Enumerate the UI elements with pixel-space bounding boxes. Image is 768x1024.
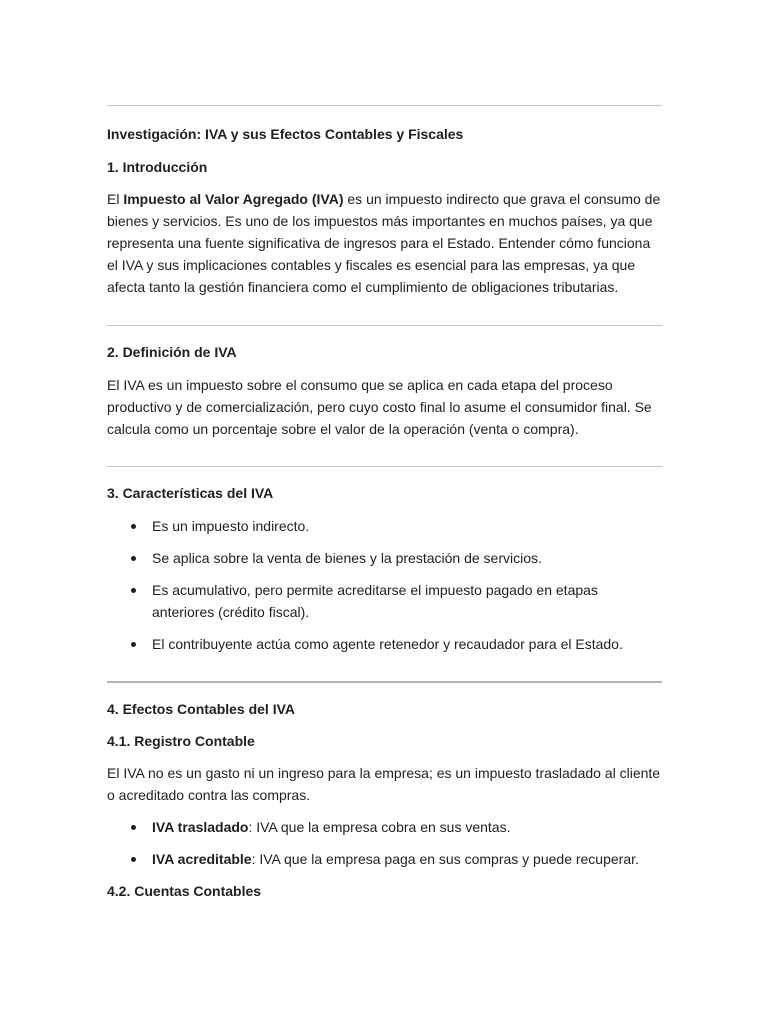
list-item bbox=[107, 816, 662, 838]
registro-paragraph: El IVA no es un gasto ni un ingreso para la empresa; es un impuesto trasladado al cliente o acreditado contra las compras. bbox=[107, 765, 661, 803]
intro-prefix: El bbox=[107, 191, 124, 207]
caracteristicas-list bbox=[107, 515, 662, 655]
document-title: Investigación: IVA y sus Efectos Contables y Fiscales bbox=[107, 126, 464, 142]
section-heading-introduccion: 1. Introducción bbox=[107, 159, 208, 175]
section-heading-efectos-contables: 4. Efectos Contables del IVA bbox=[107, 701, 296, 717]
intro-rest: es un impuesto indirecto que grava el consumo de bienes y servicios. Es uno de los impuestos más importantes en muchos países, ya que representa una fuente significativa de ingresos para el Estado. Entender cómo funciona el IVA y sus implicaciones contables y fiscales es esencial para las empresas, ya que afecta tanto la gestión financiera como el cumplimiento de obligaciones tributarias. bbox=[107, 191, 661, 295]
subsection-heading-registro-contable: 4.1. Registro Contable bbox=[107, 733, 255, 749]
term-definition: : IVA que la empresa paga en sus compras y puede recuperar. bbox=[251, 851, 639, 867]
subsection-heading-cuentas-contables: 4.2. Cuentas Contables bbox=[107, 883, 262, 899]
section-heading-definicion: 2. Definición de IVA bbox=[107, 344, 237, 360]
registro-list bbox=[107, 816, 662, 870]
intro-bold-term: Impuesto al Valor Agregado (IVA) bbox=[123, 191, 344, 207]
list-item: El contribuyente actúa como agente retenedor y recaudador para el Estado. bbox=[107, 633, 662, 655]
document-page bbox=[107, 0, 662, 902]
definicion-paragraph: El IVA es un impuesto sobre el consumo que se aplica en cada etapa del proceso productivo y de comercialización, pero cuyo costo final lo asume el consumidor final. Se calcula como un porcentaje sobre el valor de la operación (venta o compra). bbox=[107, 377, 652, 437]
list-item: Se aplica sobre la venta de bienes y la prestación de servicios. bbox=[107, 547, 662, 569]
term-iva-acreditable: IVA acreditable bbox=[152, 851, 252, 867]
term-iva-trasladado: IVA trasladado bbox=[152, 819, 249, 835]
term-definition: : IVA que la empresa cobra en sus ventas. bbox=[248, 819, 511, 835]
list-item bbox=[107, 848, 662, 870]
list-item: Es un impuesto indirecto. bbox=[107, 515, 662, 537]
intro-paragraph bbox=[107, 188, 662, 298]
list-item: Es acumulativo, pero permite acreditarse el impuesto pagado en etapas anteriores (crédito fiscal). bbox=[107, 579, 662, 623]
section-heading-caracteristicas: 3. Características del IVA bbox=[107, 485, 274, 501]
